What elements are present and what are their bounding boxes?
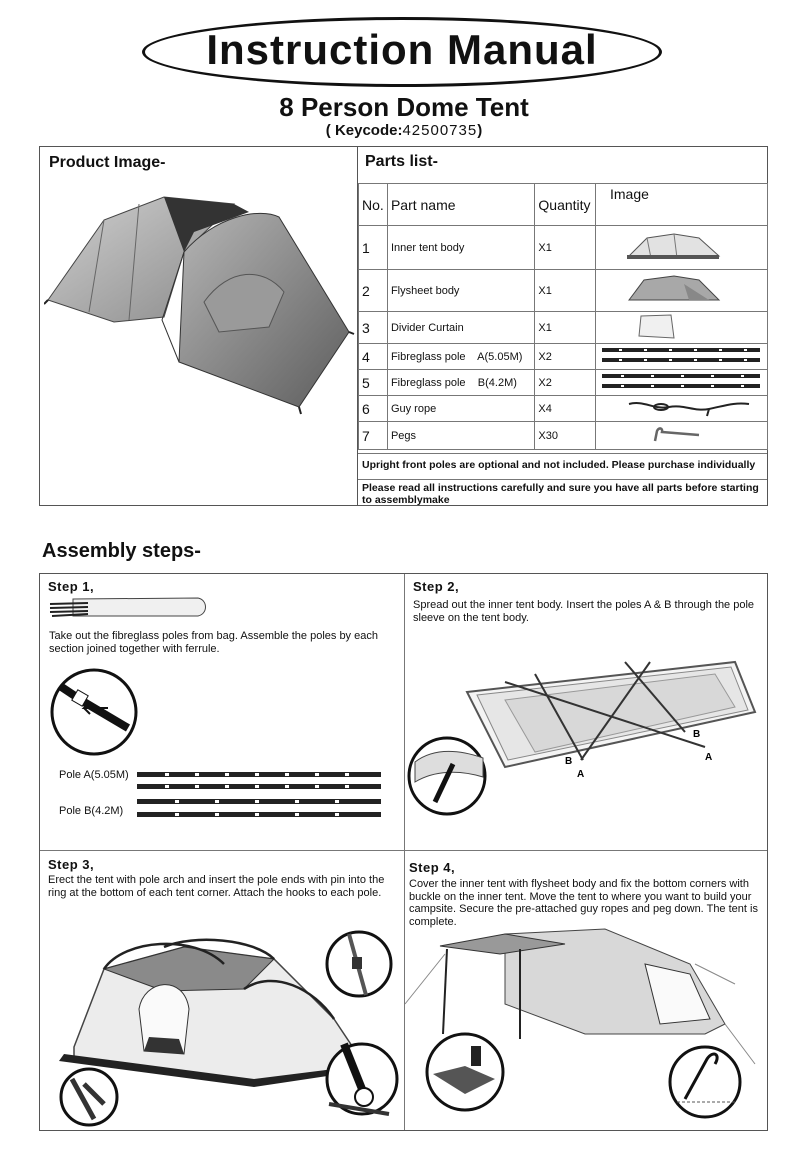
pole-a-icon [599,344,764,366]
keycode-value: 42500735 [402,122,478,139]
part-image [596,226,768,270]
keycode-suffix: ) [477,122,483,139]
col-no: No. [359,184,388,226]
step1-text: Take out the fibreglass poles from bag. Assemble the poles by each section joined together with ferrule. [49,630,378,655]
assembly-grid [39,573,768,1131]
step3-label: Step 3, [48,857,95,872]
table-row [359,344,768,370]
divider-curtain-icon [599,312,759,340]
part-no: 3 [359,312,388,344]
part-no: 6 [359,396,388,422]
manual-title: Instruction Manual [206,26,598,73]
part-name: Divider Curtain [387,312,534,344]
step4-diagram [405,924,767,1129]
part-qty: X2 [535,344,596,370]
keycode-prefix: ( Keycode: [325,122,403,139]
part-name: Inner tent body [387,226,534,270]
part-qty: X30 [535,422,596,450]
part-qty: X1 [535,226,596,270]
table-row [359,312,768,344]
table-row [359,370,768,396]
product-image-panel [39,146,358,506]
parts-list-title: Parts list- [365,153,438,170]
part-no: 1 [359,226,388,270]
part-qty: X1 [535,270,596,312]
step2-diagram [405,652,765,848]
guy-rope-icon [599,396,764,418]
part-name: Fibreglass pole A(5.05M) [387,344,534,370]
col-quantity: Quantity [535,184,596,226]
inner-tent-icon [599,226,759,266]
step4-text: Cover the inner tent with flysheet body and fix the bottom corners with buckle on the inner tent. Move the tent to where you want to build your campsite. Secure the pre-attached guy ropes and peg down. The tent is complete. [409,878,758,928]
table-header-row [359,184,768,226]
col-image: Image [596,184,768,226]
label-a-1: A [577,769,585,780]
flysheet-icon [599,270,759,308]
step1-label: Step 1, [48,579,95,594]
step3-diagram [44,929,400,1129]
ferrule-detail [48,666,140,758]
note-read-instructions: Please read all instructions carefully and sure you have all parts before starting to assemblymake [358,479,767,506]
table-row [359,422,768,450]
tent-photo [44,192,356,422]
pole-b-diagram [135,797,385,821]
part-qty: X4 [535,396,596,422]
step2-label: Step 2, [413,579,460,594]
parts-list-panel [357,146,768,506]
product-image-title: Product Image- [49,154,166,171]
assembly-title: Assembly steps- [42,540,201,562]
table-row [359,396,768,422]
note-upright-poles: Upright front poles are optional and not included. Please purchase individually [358,453,767,479]
part-qty: X2 [535,370,596,396]
step3-text: Erect the tent with pole arch and insert the pole ends with pin into the ring at the bottom of each tent corner. Attach the hooks to each pole. [48,874,385,899]
part-image [596,312,768,344]
label-b-2: B [693,729,701,740]
part-no: 2 [359,270,388,312]
part-name: Fibreglass pole B(4.2M) [387,370,534,396]
part-name: Pegs [387,422,534,450]
pole-b-icon [599,370,764,392]
part-name: Flysheet body [387,270,534,312]
part-image [596,370,768,396]
parts-table [358,183,768,450]
table-row [359,270,768,312]
part-image [596,422,768,450]
col-part-name: Part name [387,184,534,226]
pole-b-label: Pole B(4.2M) [59,805,124,817]
part-no: 7 [359,422,388,450]
pole-a-diagram [135,770,385,792]
grid-divider-h [40,850,767,851]
part-image [596,270,768,312]
pole-bag-image [48,594,208,624]
label-b-1: B [565,756,573,767]
part-qty: X1 [535,312,596,344]
part-no: 5 [359,370,388,396]
label-a-2: A [705,752,713,763]
pole-a-label: Pole A(5.05M) [59,769,129,781]
part-name: Guy rope [387,396,534,422]
step2-text: Spread out the inner tent body. Insert the poles A & B through the pole sleeve on the tent body. [413,599,755,624]
step4-label: Step 4, [409,860,456,875]
part-image [596,344,768,370]
keycode [0,122,808,139]
table-row [359,226,768,270]
product-name: 8 Person Dome Tent [279,92,529,122]
part-no: 4 [359,344,388,370]
part-image [596,396,768,422]
peg-icon [599,423,764,445]
